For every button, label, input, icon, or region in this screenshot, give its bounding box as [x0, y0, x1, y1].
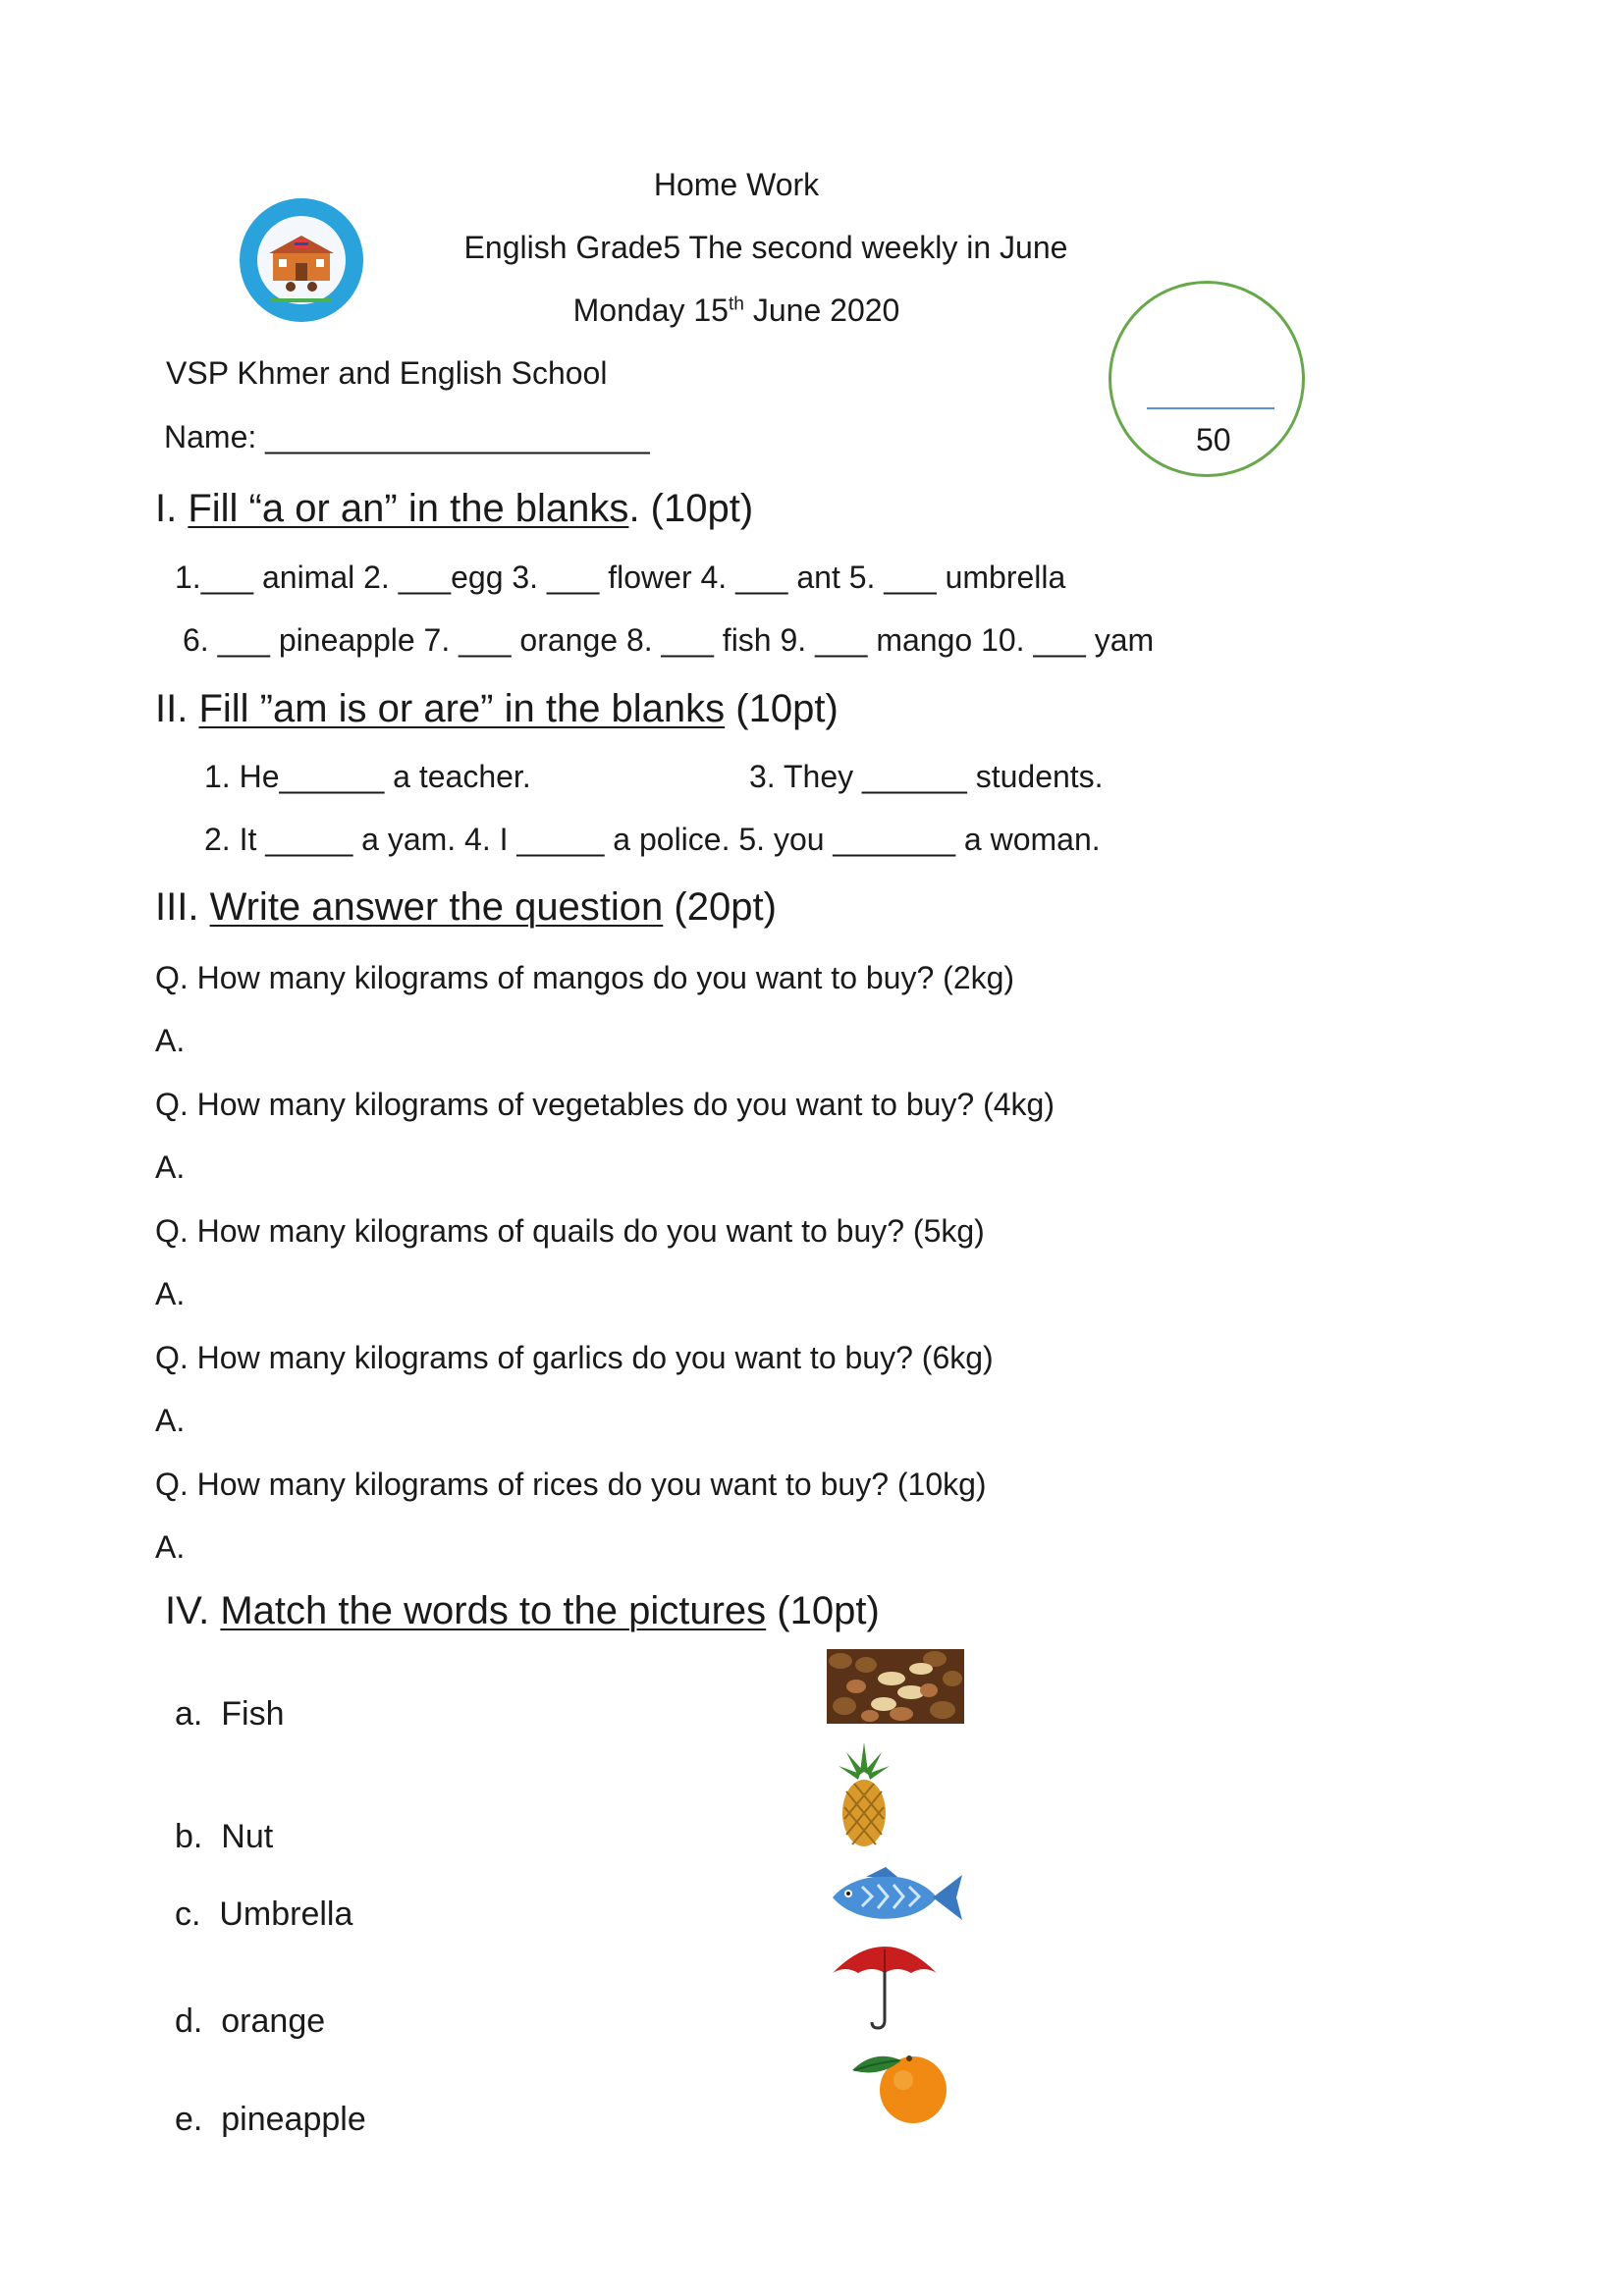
section-4-heading	[165, 1589, 880, 1633]
answer-2[interactable]: A.	[155, 1149, 186, 1185]
section-3-points: (20pt)	[663, 885, 777, 929]
section-3-number: III.	[155, 885, 210, 929]
pineapple-picture[interactable]	[837, 1742, 892, 1848]
answer-1[interactable]: A.	[155, 1023, 186, 1058]
match-word: pineapple	[221, 2101, 366, 2138]
section-1-line-1: 1.___ animal 2. ___egg 3. ___ flower 4. ___ ant 5. ___ umbrella	[175, 560, 1066, 595]
question-5: Q. How many kilograms of rices do you want to buy? (10kg)	[155, 1467, 987, 1502]
orange-picture[interactable]	[850, 2045, 952, 2125]
homework-subtitle: English Grade5 The second weekly in June	[463, 230, 1068, 265]
section-2-item-3: 3. They ______ students.	[749, 759, 1104, 794]
section-1-number: I.	[155, 487, 189, 530]
match-word-e[interactable]	[175, 2101, 366, 2139]
score-total: 50	[1196, 422, 1231, 457]
answer-3[interactable]: A.	[155, 1276, 186, 1311]
match-word-a[interactable]	[175, 1695, 285, 1734]
date-day: Monday 15	[572, 293, 729, 328]
fish-picture[interactable]	[827, 1867, 964, 1928]
answer-5[interactable]: A.	[155, 1529, 186, 1565]
match-word: Nut	[221, 1818, 274, 1855]
score-blank[interactable]	[1147, 407, 1274, 409]
umbrella-picture[interactable]	[831, 1940, 939, 2030]
section-1-title: Fill “a or an” in the blanks	[188, 487, 629, 530]
answer-4[interactable]: A.	[155, 1403, 186, 1438]
question-3: Q. How many kilograms of quails do you want to buy? (5kg)	[155, 1213, 985, 1249]
section-2-points: (10pt)	[725, 687, 839, 730]
section-4-points: (10pt)	[766, 1589, 880, 1632]
homework-title: Home Work	[653, 167, 820, 202]
section-2-number: II.	[155, 687, 199, 730]
match-word: orange	[221, 2002, 326, 2040]
match-letter: b.	[175, 1818, 203, 1855]
date-suffix-sup: th	[728, 294, 744, 315]
section-2-title: Fill ”am is or are” in the blanks	[198, 687, 726, 730]
section-3-title: Write answer the question	[209, 885, 664, 929]
section-4-title: Match the words to the pictures	[220, 1589, 767, 1632]
match-letter: a.	[175, 1695, 203, 1733]
match-letter: e.	[175, 2101, 203, 2138]
match-letter: c.	[175, 1896, 201, 1933]
nuts-picture[interactable]	[827, 1649, 964, 1724]
section-2-heading	[155, 687, 839, 731]
section-3-heading	[155, 885, 777, 930]
match-word: Umbrella	[219, 1896, 353, 1933]
question-2: Q. How many kilograms of vegetables do you want to buy? (4kg)	[155, 1087, 1055, 1122]
section-2-item-1: 1. He______ a teacher.	[204, 759, 531, 794]
section-2-line-2: 2. It _____ a yam. 4. I _____ a police. 5. you _______ a woman.	[204, 822, 1101, 857]
section-1-line-2: 6. ___ pineapple 7. ___ orange 8. ___ fish 9. ___ mango 10. ___ yam	[183, 622, 1155, 658]
match-word-c[interactable]	[175, 1896, 352, 1934]
match-word: Fish	[221, 1695, 285, 1733]
school-name: VSP Khmer and English School	[166, 355, 608, 391]
section-1-heading	[155, 487, 753, 531]
date-month-year: June 2020	[743, 293, 900, 328]
question-4: Q. How many kilograms of garlics do you want to buy? (6kg)	[155, 1340, 994, 1375]
match-word-d[interactable]	[175, 2002, 325, 2041]
match-word-b[interactable]	[175, 1818, 273, 1856]
section-1-points: . (10pt)	[628, 487, 754, 530]
question-1: Q. How many kilograms of mangos do you want to buy? (2kg)	[155, 960, 1015, 995]
section-4-number: IV.	[165, 1589, 221, 1632]
match-letter: d.	[175, 2002, 203, 2040]
name-field[interactable]: Name: ______________________	[164, 419, 650, 454]
